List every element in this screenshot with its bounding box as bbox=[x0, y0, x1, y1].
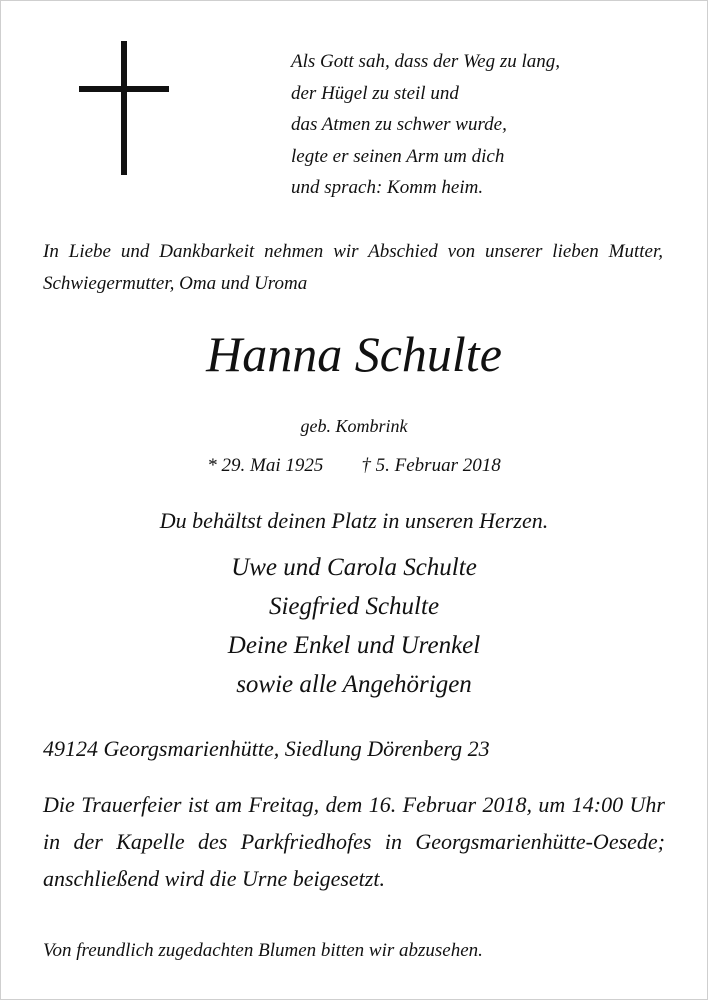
poem-line: Als Gott sah, dass der Weg zu lang, bbox=[291, 51, 561, 72]
deceased-name: Hanna Schulte bbox=[206, 326, 502, 382]
intro-text: In Liebe und Dankbarkeit nehmen wir Abschied von unserer lieben Mutter, Schwiegermutter, Oma und Uroma bbox=[43, 241, 663, 294]
poem-line: und sprach: Komm heim. bbox=[291, 177, 484, 198]
mourner-line: sowie alle Angehörigen bbox=[236, 671, 472, 698]
service-details: Die Trauerfeier ist am Freitag, dem 16. Februar 2018, um 14:00 Uhr in der Kapelle des Parkfriedhofes in Georgsmarienhütte-Oesede; anschließend wird die Urne beigesetzt. bbox=[43, 792, 665, 891]
mourners-list bbox=[0, 548, 708, 704]
cross-vertical-bar bbox=[121, 41, 127, 175]
maiden-name: geb. Kombrink bbox=[300, 416, 408, 436]
life-dates bbox=[0, 453, 708, 479]
poem-line: der Hügel zu steil und bbox=[291, 82, 459, 104]
address: 49124 Georgsmarienhütte, Siedlung Dörenberg 23 bbox=[43, 736, 490, 761]
cross-horizontal-bar bbox=[79, 86, 169, 92]
motto: Du behältst deinen Platz in unseren Herzen. bbox=[159, 508, 549, 533]
poem-line: legte er seinen Arm um dich bbox=[291, 145, 505, 167]
death-date: † 5. Februar 2018 bbox=[361, 455, 501, 476]
birth-date: * 29. Mai 1925 bbox=[207, 455, 324, 476]
poem bbox=[291, 46, 560, 204]
mourner-line: Uwe und Carola Schulte bbox=[231, 554, 477, 581]
poem-line: das Atmen zu schwer wurde, bbox=[291, 114, 507, 135]
mourner-line: Deine Enkel und Urenkel bbox=[227, 632, 481, 659]
flowers-note: Von freundlich zugedachten Blumen bitten wir abzusehen. bbox=[43, 940, 483, 961]
mourner-line: Siegfried Schulte bbox=[268, 593, 440, 620]
